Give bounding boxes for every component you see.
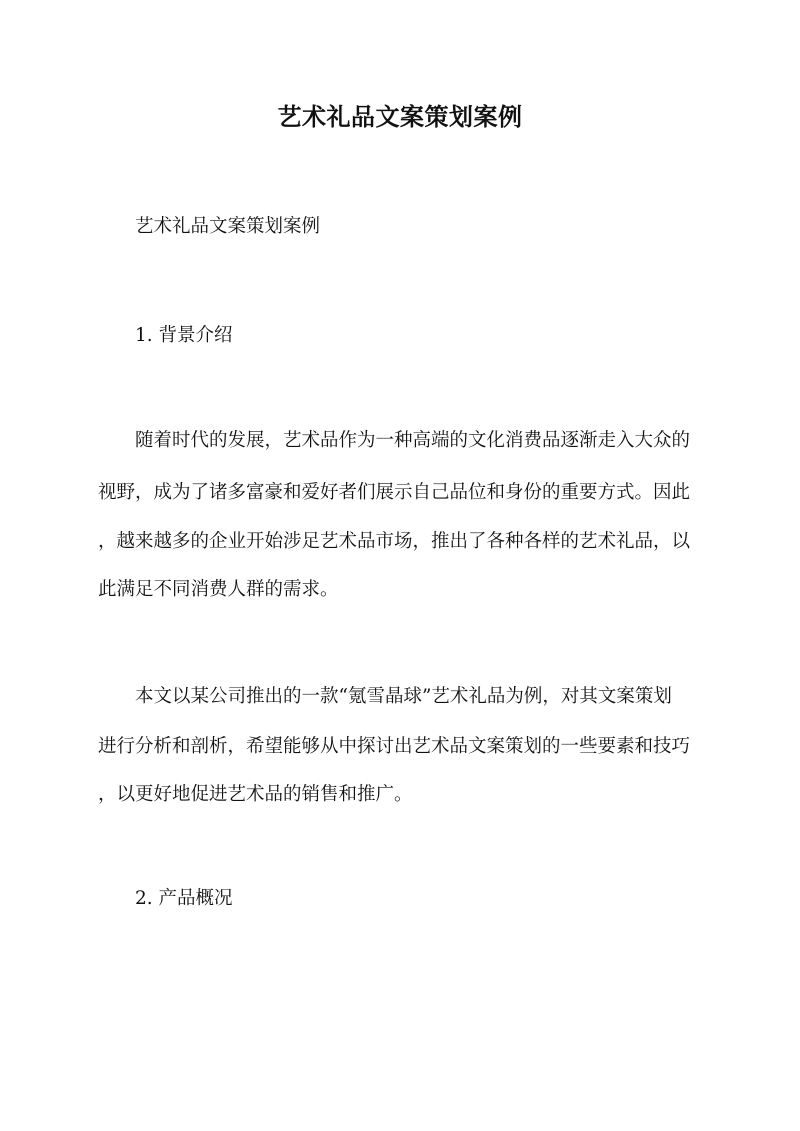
paragraph-line: 进行分析和剖析，希望能够从中探讨出艺术品文案策划的一些要素和技巧 [98,736,691,757]
document-title: 艺术礼品文案策划案例 [277,102,523,131]
section-heading-product: 2. 产品概况 [135,888,233,909]
paragraph-line: 此满足不同消费人群的需求。 [98,579,339,600]
paragraph-line: ，以更好地促进艺术品的销售和推广。 [98,784,413,805]
section-heading-background: 1. 背景介绍 [135,325,233,346]
paragraph-line: 本文以某公司推出的一款“氪雪晶球”艺术礼品为例，对其文案策划 [135,686,672,707]
paragraph-line: ，越来越多的企业开始涉足艺术品市场，推出了各种各样的艺术礼品，以 [98,531,691,552]
paragraph-line: 视野，成为了诸多富豪和爱好者们展示自己品位和身份的重要方式。因此 [98,482,691,503]
document-subtitle: 艺术礼品文案策划案例 [135,216,321,237]
paragraph-line: 随着时代的发展，艺术品作为一种高端的文化消费品逐渐走入大众的 [135,430,691,451]
